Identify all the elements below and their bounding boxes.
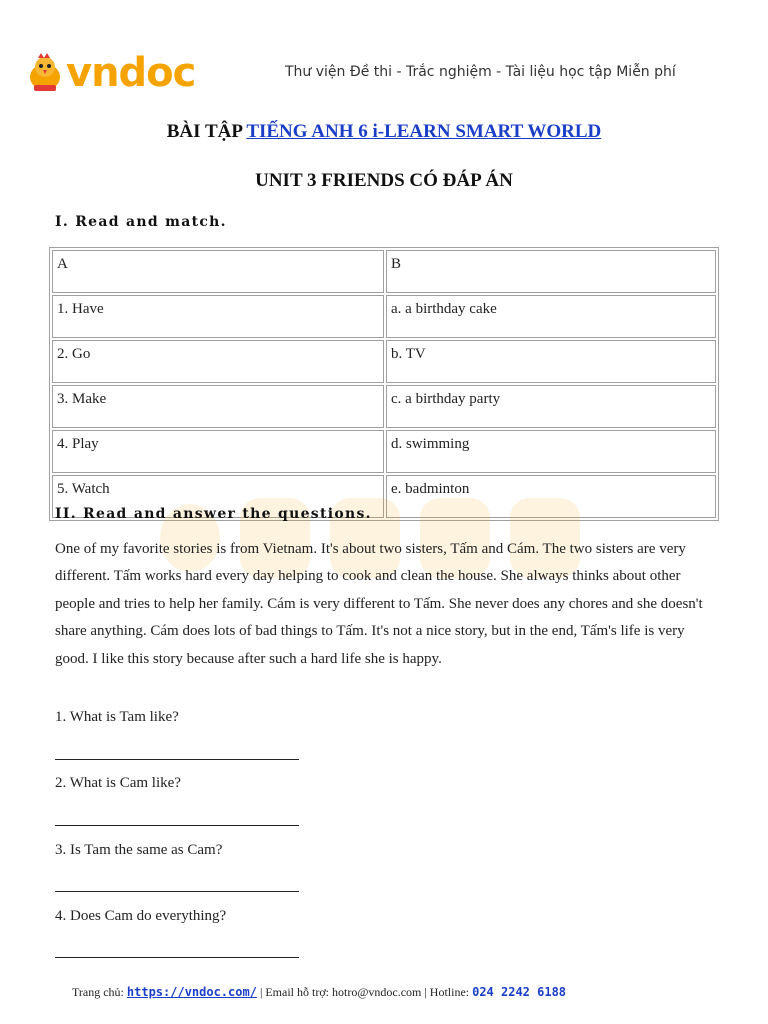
section-1-heading: I. Read and match.: [55, 214, 227, 230]
question-4: 4. Does Cam do everything?: [55, 908, 227, 924]
table-cell-a: 1. Have: [52, 295, 384, 338]
answer-line-1[interactable]: [55, 759, 299, 760]
table-cell-a: 2. Go: [52, 340, 384, 383]
page-footer: [72, 985, 566, 1000]
site-tagline: Thư viện Đề thi - Trắc nghiệm - Tài liệu học tập Miễn phí: [285, 64, 676, 80]
footer-home-link[interactable]: https://vndoc.com/: [126, 985, 257, 999]
section-2-heading: II. Read and answer the questions.: [55, 506, 372, 522]
footer-home-label: Trang chủ:: [72, 985, 127, 999]
answer-line-4[interactable]: [55, 957, 299, 958]
table-row: [52, 295, 716, 338]
table-cell-b: d. swimming: [386, 430, 716, 473]
footer-hotline: 024 2242 6188: [472, 985, 567, 999]
chicken-mascot-icon: [24, 52, 66, 94]
document-subtitle: UNIT 3 FRIENDS CÓ ĐÁP ÁN: [255, 170, 513, 191]
question-3: 3. Is Tam the same as Cam?: [55, 842, 223, 858]
question-2: 2. What is Cam like?: [55, 775, 181, 791]
table-cell-b: c. a birthday party: [386, 385, 716, 428]
table-cell-a: 5. Watch: [52, 475, 384, 518]
title-prefix: BÀI TẬP: [166, 121, 247, 142]
table-header-row: [52, 250, 716, 293]
table-row: [52, 430, 716, 473]
title-link[interactable]: TIẾNG ANH 6 i-LEARN SMART WORLD: [246, 121, 602, 142]
footer-contact-text: | Email hỗ trợ: hotro@vndoc.com | Hotline:: [256, 985, 473, 999]
reading-passage: One of my favorite stories is from Vietnam. It's about two sisters, Tấm and Cám. The two sisters are very different. Tấm works hard every day helping to cook and clean the house. She always thinks about other people and tries to help her family. Cám is very different to Tấm. She never does any chores and she doesn't share anything. Cám does lots of bad things to Tấm. It's not a nice story, but in the end, Tấm's life is very good. I like this story because after such a hard life she is happy.: [55, 541, 703, 667]
table-cell-b: e. badminton: [386, 475, 716, 518]
answer-line-2[interactable]: [55, 825, 299, 826]
table-cell-b: a. a birthday cake: [386, 295, 716, 338]
logo-wordmark: vndoc: [66, 50, 196, 96]
page-header: [0, 0, 768, 110]
question-1: 1. What is Tam like?: [55, 709, 179, 725]
table-cell-a: 3. Make: [52, 385, 384, 428]
answer-line-3[interactable]: [55, 891, 299, 892]
document-title: [0, 121, 768, 143]
table-row: [52, 385, 716, 428]
vndoc-logo[interactable]: [24, 50, 196, 96]
table-cell-a: 4. Play: [52, 430, 384, 473]
table-header-a: A: [52, 250, 384, 293]
table-row: [52, 340, 716, 383]
table-cell-b: b. TV: [386, 340, 716, 383]
table-header-b: B: [386, 250, 716, 293]
